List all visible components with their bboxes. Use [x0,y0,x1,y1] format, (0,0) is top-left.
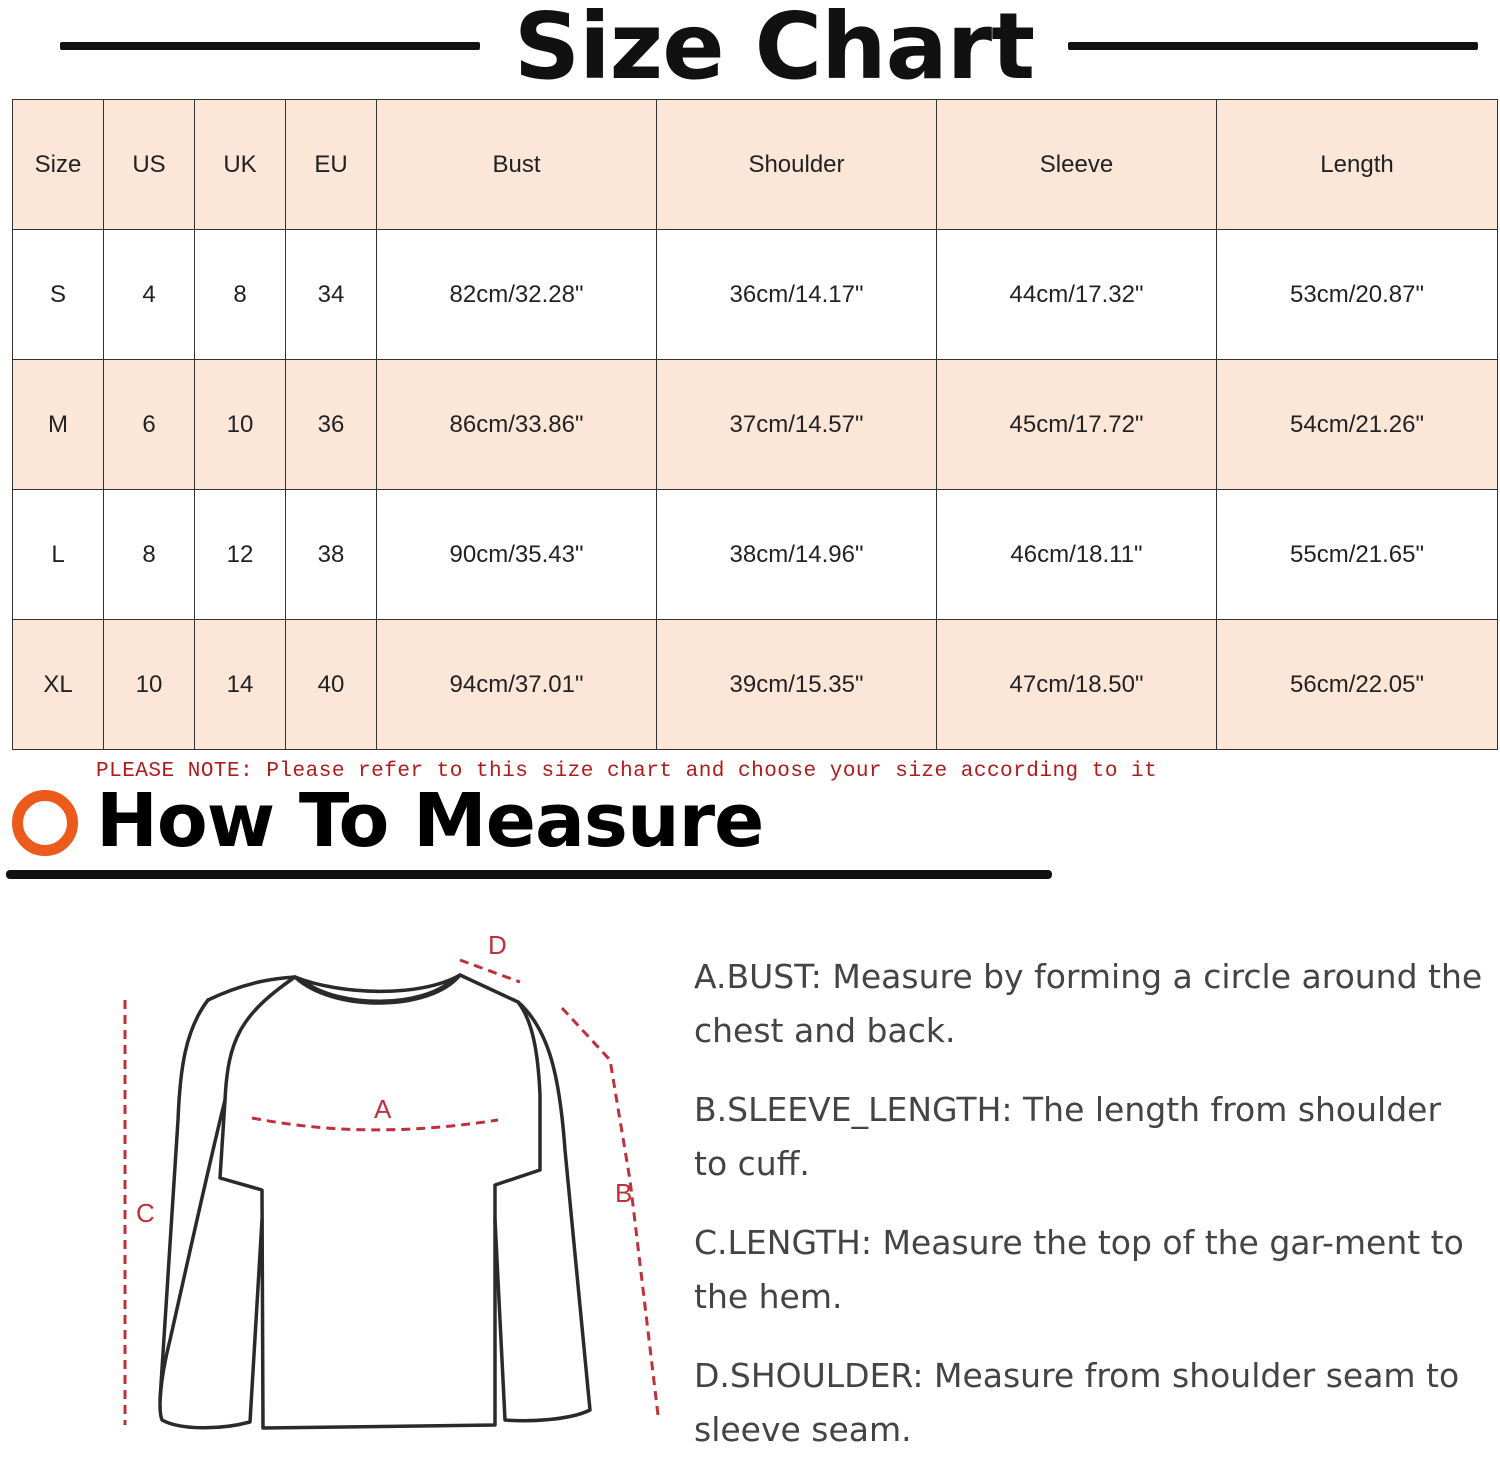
size-note: PLEASE NOTE: Please refer to this size chart and choose your size according to it [96,760,1158,783]
table-cell: L [13,490,104,620]
table-cell: 10 [104,620,195,750]
instruction-key: D.SHOULDER: [694,1356,924,1395]
table-cell: 38cm/14.96" [657,490,937,620]
table-cell: 45cm/17.72" [937,360,1217,490]
label-d: D [488,930,507,960]
title-rule-left [60,42,480,50]
label-c: C [136,1198,155,1228]
label-b: B [615,1178,633,1208]
table-cell: 37cm/14.57" [657,360,937,490]
size-chart-header [0,0,1500,100]
instruction-key: B.SLEEVE_LENGTH: [694,1090,1013,1129]
measure-title-rule [6,870,1052,879]
header-length: Length [1217,100,1498,230]
how-to-measure-title: How To Measure [96,778,764,864]
table-cell: 34 [286,230,377,360]
table-cell: 55cm/21.65" [1217,490,1498,620]
table-row [13,490,1498,620]
instruction-length [694,1216,1484,1324]
table-cell: 38 [286,490,377,620]
sleeve-measure-line [562,1008,658,1415]
table-cell: 6 [104,360,195,490]
header-uk: UK [195,100,286,230]
table-cell: 10 [195,360,286,490]
shirt-outline [160,975,590,1428]
table-cell: 47cm/18.50" [937,620,1217,750]
instruction-text: Measure by forming a circle around the chest and back. [694,957,1483,1050]
table-cell: 86cm/33.86" [377,360,657,490]
table-cell: 14 [195,620,286,750]
page-title: Size Chart [513,0,1035,100]
table-cell: XL [13,620,104,750]
instruction-shoulder [694,1349,1484,1457]
instruction-sleeve-length [694,1083,1484,1191]
table-cell: 90cm/35.43" [377,490,657,620]
header-eu: EU [286,100,377,230]
table-cell: 56cm/22.05" [1217,620,1498,750]
table-cell: 46cm/18.11" [937,490,1217,620]
instruction-text: Measure the top of the gar-ment to the hem. [694,1223,1464,1316]
table-row [13,360,1498,490]
measure-instructions [694,950,1484,1482]
table-cell: 94cm/37.01" [377,620,657,750]
table-row [13,620,1498,750]
header-us: US [104,100,195,230]
table-cell: 36 [286,360,377,490]
shirt-diagram [100,920,680,1460]
title-rule-right [1068,42,1478,50]
table-cell: 8 [195,230,286,360]
table-cell: 40 [286,620,377,750]
ring-bullet-icon [12,790,78,856]
table-row [13,230,1498,360]
size-table [12,99,1498,750]
table-cell: 8 [104,490,195,620]
header-bust: Bust [377,100,657,230]
table-cell: S [13,230,104,360]
table-cell: 82cm/32.28" [377,230,657,360]
table-cell: 12 [195,490,286,620]
instruction-bust [694,950,1484,1058]
table-cell: 44cm/17.32" [937,230,1217,360]
table-cell: 39cm/15.35" [657,620,937,750]
table-cell: M [13,360,104,490]
instruction-key: C.LENGTH: [694,1223,872,1262]
table-cell: 36cm/14.17" [657,230,937,360]
table-header-row [13,100,1498,230]
label-a: A [374,1094,392,1124]
table-cell: 4 [104,230,195,360]
table-cell: 54cm/21.26" [1217,360,1498,490]
instruction-text: Measure from shoulder seam to sleeve seam. [694,1356,1460,1449]
instruction-key: A.BUST: [694,957,822,996]
header-size: Size [13,100,104,230]
instruction-text: The length from shoulder to cuff. [694,1090,1442,1183]
header-sleeve: Sleeve [937,100,1217,230]
header-shoulder: Shoulder [657,100,937,230]
table-cell: 53cm/20.87" [1217,230,1498,360]
